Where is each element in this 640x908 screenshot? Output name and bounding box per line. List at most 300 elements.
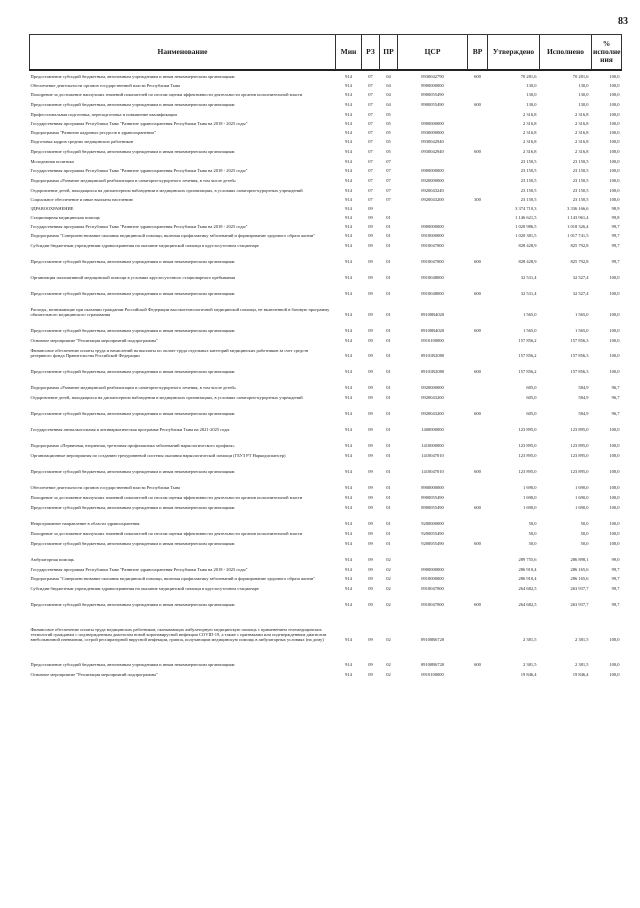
cell-min: 914 xyxy=(345,453,352,458)
cell-name: Основное мероприятие "Реализация мероприятий подпрограммы" xyxy=(30,338,158,343)
cell-approved: 70 281,6 xyxy=(520,74,537,79)
cell-vr xyxy=(468,667,488,677)
cell-min: 914 xyxy=(345,233,352,238)
header-csr: ЦСР xyxy=(398,35,468,71)
cell-pr: 04 xyxy=(386,83,391,88)
cell-vr: 600 xyxy=(474,505,481,510)
cell-min: 914 xyxy=(345,531,352,536)
cell-vr xyxy=(468,581,488,591)
cell-min: 914 xyxy=(345,92,352,97)
header-pr: ПР xyxy=(380,35,398,71)
cell-csr: 9200055490 xyxy=(421,531,444,536)
table-row xyxy=(30,343,622,358)
cell-csr: 0910000000 xyxy=(421,233,444,238)
cell-executed: 263 937,7 xyxy=(570,586,589,591)
cell-vr xyxy=(468,211,488,220)
cell-percent: 96,7 xyxy=(611,411,620,416)
cell-percent: 100,0 xyxy=(609,312,620,317)
cell-name: Молодежная политика xyxy=(30,159,74,164)
cell-pr: 01 xyxy=(386,427,391,432)
cell-percent: 100,0 xyxy=(609,505,620,510)
cell-csr: 0910000000 xyxy=(421,576,444,581)
cell-percent: 100,0 xyxy=(609,74,620,79)
cell-rz: 09 xyxy=(368,662,373,667)
cell-pr: 01 xyxy=(386,411,391,416)
cell-vr: 600 xyxy=(474,328,481,333)
cell-rz: 07 xyxy=(368,188,373,193)
cell-percent: 100,0 xyxy=(609,275,620,280)
cell-min: 914 xyxy=(345,215,352,220)
cell-executed: 130,0 xyxy=(578,92,589,97)
table-row xyxy=(30,280,622,296)
cell-csr: 1410000000 xyxy=(421,443,444,448)
cell-pr: 01 xyxy=(386,495,391,500)
table-row xyxy=(30,211,622,220)
table-header xyxy=(30,35,622,71)
cell-csr xyxy=(398,546,468,562)
cell-csr xyxy=(398,202,468,211)
cell-approved: 123 895,0 xyxy=(518,427,537,432)
cell-approved: 286 910,4 xyxy=(518,576,537,581)
cell-csr xyxy=(398,211,468,220)
cell-percent: 100,0 xyxy=(609,112,620,117)
cell-approved: 828 428,9 xyxy=(518,243,537,248)
cell-executed: 23 150,5 xyxy=(572,197,589,202)
cell-min: 914 xyxy=(345,312,352,317)
cell-name: Подпрограмма «Развитие медицинской реабилитации и санаторно-курортного лечения, в том числе детей» xyxy=(30,385,236,390)
cell-executed: 123 895,0 xyxy=(570,469,589,474)
table-row xyxy=(30,536,622,546)
cell-approved: 289 755,6 xyxy=(518,557,537,562)
cell-approved: 19 846,4 xyxy=(520,672,537,677)
cell-approved: 3 374 710,3 xyxy=(515,206,537,211)
cell-approved: 1 565,0 xyxy=(523,312,537,317)
cell-rz: 09 xyxy=(368,557,373,562)
cell-percent: 100,0 xyxy=(609,427,620,432)
cell-csr: 0910100000 xyxy=(421,672,444,677)
cell-rz: 09 xyxy=(368,369,373,374)
cell-executed: 286 165,6 xyxy=(570,567,589,572)
table-row xyxy=(30,416,622,432)
cell-rz: 09 xyxy=(368,206,373,211)
cell-min: 914 xyxy=(345,557,352,562)
cell-csr: 0930042940 xyxy=(421,139,444,144)
cell-percent: 99,7 xyxy=(611,602,620,607)
cell-csr: 0920043200 xyxy=(421,197,444,202)
cell-csr: 0930042940 xyxy=(421,149,444,154)
cell-executed: 825 792,8 xyxy=(570,243,589,248)
cell-name: Предоставление субсидий бюджетным, автономным учреждениям и иным некоммерческим организациям xyxy=(30,541,235,546)
table-row xyxy=(30,458,622,474)
cell-name: Финансовое обеспечение оплаты труда медицинских работников, оказывающих амбулаторную медицинскую помощь с применением телемедицинских технологий гражданам с подтвержденным диагнозом новой коронавирусной инфекции COVID-19, а также с признаками или подтвержденным диагнозом внебольничной пневмонии, острой респираторной вирусной инфекции, гриппа, получающим медицинскую помощь в амбулаторных условиях (на дому) xyxy=(30,627,327,642)
cell-vr: 600 xyxy=(474,74,481,79)
cell-csr: 0930042790 xyxy=(421,74,444,79)
cell-vr xyxy=(468,220,488,229)
cell-pr: 05 xyxy=(386,139,391,144)
cell-vr xyxy=(468,562,488,572)
cell-executed: 1 565,0 xyxy=(575,312,589,317)
cell-rz: 09 xyxy=(368,602,373,607)
cell-vr xyxy=(468,238,488,248)
cell-vr: 600 xyxy=(474,102,481,107)
cell-rz: 09 xyxy=(368,637,373,642)
cell-rz: 09 xyxy=(368,495,373,500)
cell-pr: 01 xyxy=(386,541,391,546)
cell-percent: 99,7 xyxy=(611,259,620,264)
cell-pr: 01 xyxy=(386,328,391,333)
cell-name: Субсидии бюджетным учреждениям здравоохранения на оказание медицинской помощи в круглосуточном стационаре xyxy=(30,586,259,591)
cell-name: Поощрение за достижение наилучших значений показателей по итогам оценки эффективности деятельности органов исполнительной власти xyxy=(30,495,303,500)
cell-rz: 07 xyxy=(368,121,373,126)
cell-approved: 1 565,0 xyxy=(523,328,537,333)
cell-approved: 23 150,5 xyxy=(520,188,537,193)
cell-rz: 09 xyxy=(368,443,373,448)
cell-rz: 09 xyxy=(368,233,373,238)
cell-name: Социальное обеспечение и иные выплаты населению xyxy=(30,197,133,202)
cell-pr: 01 xyxy=(386,395,391,400)
cell-name: Обеспечение деятельности органов государственной власти Республики Тыва xyxy=(30,485,181,490)
cell-rz: 07 xyxy=(368,139,373,144)
cell-vr xyxy=(468,448,488,458)
cell-csr: 0900000000 xyxy=(421,224,444,229)
cell-pr: 04 xyxy=(386,74,391,79)
cell-name: Предоставление субсидий бюджетным, автономным учреждениям и иным некоммерческим организациям xyxy=(30,662,235,667)
cell-min: 914 xyxy=(345,541,352,546)
cell-name: Подпрограмма «Развитие медицинской реабилитации и санаторно-курортного лечения, в том числе детей» xyxy=(30,178,236,183)
cell-pr: 02 xyxy=(386,672,391,677)
cell-min: 914 xyxy=(345,275,352,280)
cell-approved: 1 020 381,5 xyxy=(515,233,537,238)
cell-executed: 32 527,4 xyxy=(572,291,589,296)
cell-executed: 19 846,4 xyxy=(572,672,589,677)
cell-pr: 02 xyxy=(386,557,391,562)
cell-executed: 263 937,7 xyxy=(570,602,589,607)
cell-csr: 0910047000 xyxy=(421,243,444,248)
cell-vr xyxy=(468,126,488,135)
cell-vr: 600 xyxy=(474,291,481,296)
cell-rz: 09 xyxy=(368,505,373,510)
cell-executed: 23 150,5 xyxy=(572,188,589,193)
table-row xyxy=(30,154,622,164)
cell-min: 914 xyxy=(345,149,352,154)
cell-csr: 09100R6720 xyxy=(420,637,445,642)
cell-executed: 2 316,8 xyxy=(575,139,589,144)
cell-percent: 100,0 xyxy=(609,521,620,526)
table-row xyxy=(30,238,622,248)
cell-approved: 1 690,0 xyxy=(523,495,537,500)
cell-name: Государственная антиалкогольная и антинаркотическая программа Республики Тыва на 2021-2025 годы xyxy=(30,427,230,432)
cell-rz: 09 xyxy=(368,312,373,317)
cell-percent: 99,0 xyxy=(611,557,620,562)
cell-executed: 50,0 xyxy=(580,521,589,526)
cell-percent: 100,0 xyxy=(609,495,620,500)
cell-percent: 100,0 xyxy=(609,130,620,135)
header-percent: % исполне ния xyxy=(592,35,622,71)
cell-pr: 01 xyxy=(386,521,391,526)
cell-pr: 02 xyxy=(386,586,391,591)
cell-executed: 2 316,8 xyxy=(575,149,589,154)
cell-pr: 02 xyxy=(386,637,391,642)
cell-csr: 8900055490 xyxy=(421,505,444,510)
table-row xyxy=(30,193,622,202)
cell-min: 914 xyxy=(345,353,352,358)
cell-min: 914 xyxy=(345,521,352,526)
cell-vr: 300 xyxy=(474,197,481,202)
cell-executed: 1 690,0 xyxy=(575,495,589,500)
cell-csr: 1410047010 xyxy=(421,469,444,474)
cell-approved: 157 856,2 xyxy=(518,369,537,374)
cell-pr: 01 xyxy=(386,385,391,390)
cell-pr: 01 xyxy=(386,243,391,248)
cell-name: Подпрограмма "Совершенствование оказания медицинской помощи, включая профилактику заболеваний и формирование здорового образа жизни" xyxy=(30,576,316,581)
cell-pr: 01 xyxy=(386,224,391,229)
cell-rz: 09 xyxy=(368,453,373,458)
cell-approved: 2 381,5 xyxy=(523,637,537,642)
cell-min: 914 xyxy=(345,637,352,642)
cell-executed: 123 895,0 xyxy=(570,427,589,432)
cell-min: 914 xyxy=(345,505,352,510)
cell-min: 914 xyxy=(345,102,352,107)
cell-percent: 100,0 xyxy=(609,121,620,126)
cell-csr: 0920000000 xyxy=(421,385,444,390)
cell-rz: 09 xyxy=(368,485,373,490)
table-row xyxy=(30,581,622,591)
cell-approved: 2 316,8 xyxy=(523,112,537,117)
cell-executed: 1 690,0 xyxy=(575,485,589,490)
cell-pr: 05 xyxy=(386,121,391,126)
cell-rz: 07 xyxy=(368,102,373,107)
cell-vr xyxy=(468,154,488,164)
cell-executed: 123 895,0 xyxy=(570,443,589,448)
cell-vr xyxy=(468,183,488,193)
cell-min: 914 xyxy=(345,112,352,117)
cell-percent: 100,0 xyxy=(609,443,620,448)
cell-pr: 01 xyxy=(386,291,391,296)
cell-name: Предоставление субсидий бюджетным, автономным учреждениям и иным некоммерческим организациям xyxy=(30,469,235,474)
cell-pr: 07 xyxy=(386,188,391,193)
cell-pr: 04 xyxy=(386,102,391,107)
cell-name: Организационные мероприятия по созданию трехуровневой системы оказания наркологической помощи (ГБУЗ РТ Наркодиспансер) xyxy=(30,453,286,458)
cell-pr: 01 xyxy=(386,531,391,536)
cell-pr: 01 xyxy=(386,485,391,490)
cell-csr: 9200000000 xyxy=(421,521,444,526)
cell-csr: 0920043240 xyxy=(421,188,444,193)
cell-rz: 07 xyxy=(368,159,373,164)
header-min: Мин xyxy=(336,35,362,71)
cell-vr: 600 xyxy=(474,411,481,416)
cell-percent: 99,7 xyxy=(611,243,620,248)
cell-csr: 0910047000 xyxy=(421,259,444,264)
cell-min: 914 xyxy=(345,443,352,448)
cell-min: 914 xyxy=(345,469,352,474)
table-row xyxy=(30,490,622,500)
cell-csr: 8900000000 xyxy=(421,485,444,490)
cell-min: 914 xyxy=(345,672,352,677)
table-row xyxy=(30,358,622,374)
cell-executed: 286 165,6 xyxy=(570,576,589,581)
cell-vr xyxy=(468,343,488,358)
cell-rz: 07 xyxy=(368,83,373,88)
cell-name: Оздоровление детей, находящихся на диспансерном наблюдении в медицинских организациях, в условиях санаторно-курортных учреждений xyxy=(30,395,303,400)
cell-approved: 1 690,0 xyxy=(523,505,537,510)
cell-vr xyxy=(468,229,488,238)
cell-name: Оздоровление детей, находящихся на диспансерном наблюдении в медицинских организациях, в условиях санаторно-курортных учреждений xyxy=(30,188,303,193)
cell-vr xyxy=(468,296,488,317)
cell-approved: 2 316,8 xyxy=(523,121,537,126)
cell-percent: 100,0 xyxy=(609,83,620,88)
cell-approved: 264 682,5 xyxy=(518,586,537,591)
cell-executed: 130,0 xyxy=(578,102,589,107)
cell-percent: 99,7 xyxy=(611,224,620,229)
cell-approved: 264 682,5 xyxy=(518,602,537,607)
cell-rz: 07 xyxy=(368,92,373,97)
cell-min: 914 xyxy=(345,139,352,144)
cell-min: 914 xyxy=(345,291,352,296)
cell-vr xyxy=(468,416,488,432)
cell-executed: 1 017 741,5 xyxy=(567,233,589,238)
cell-executed: 157 856,3 xyxy=(570,369,589,374)
cell-csr: 0900000000 xyxy=(421,168,444,173)
cell-name: Подпрограмма «Первичная, вторичная, третичная профилактика заболеваний наркологического профиля» xyxy=(30,443,235,448)
cell-executed: 2 381,5 xyxy=(575,637,589,642)
cell-vr xyxy=(468,526,488,536)
table-row xyxy=(30,546,622,562)
cell-pr: 01 xyxy=(386,469,391,474)
cell-percent: 100,0 xyxy=(609,485,620,490)
cell-vr: 600 xyxy=(474,369,481,374)
cell-pr: 01 xyxy=(386,369,391,374)
table-row xyxy=(30,70,622,79)
cell-approved: 130,0 xyxy=(526,83,537,88)
cell-approved: 1 690,0 xyxy=(523,485,537,490)
cell-rz: 07 xyxy=(368,149,373,154)
table-row xyxy=(30,526,622,536)
cell-vr xyxy=(468,374,488,390)
table-row xyxy=(30,333,622,343)
cell-name: Предоставление субсидий бюджетным, автономным учреждениям и иным некоммерческим организациям xyxy=(30,74,235,79)
table-row xyxy=(30,229,622,238)
cell-percent: 100,0 xyxy=(609,662,620,667)
cell-name: Предоставление субсидий бюджетным, автономным учреждениям и иным некоммерческим организациям xyxy=(30,369,235,374)
table-row xyxy=(30,510,622,526)
cell-vr xyxy=(468,264,488,280)
cell-csr: 0920043200 xyxy=(421,411,444,416)
cell-percent: 96,7 xyxy=(611,395,620,400)
cell-approved: 23 150,5 xyxy=(520,168,537,173)
cell-approved: 605,0 xyxy=(526,385,537,390)
cell-executed: 123 895,0 xyxy=(570,453,589,458)
cell-pr: 02 xyxy=(386,602,391,607)
cell-csr: 8900000000 xyxy=(421,83,444,88)
table-row xyxy=(30,296,622,317)
cell-vr xyxy=(468,333,488,343)
table-row xyxy=(30,220,622,229)
cell-csr: 0910047000 xyxy=(421,586,444,591)
cell-rz: 09 xyxy=(368,328,373,333)
cell-name: Предоставление субсидий бюджетным, автономным учреждениям и иным некоммерческим организациям xyxy=(30,291,235,296)
cell-name: Непрограммное направление в области здравоохранения xyxy=(30,521,140,526)
cell-executed: 50,0 xyxy=(580,541,589,546)
cell-rz: 09 xyxy=(368,259,373,264)
cell-pr: 07 xyxy=(386,168,391,173)
cell-percent: 100,0 xyxy=(609,531,620,536)
cell-name: Амбулаторная помощь xyxy=(30,557,75,562)
cell-name: Поощрение за достижение наилучших значений показателей по итогам оценки эффективности деятельности органов исполнительной власти xyxy=(30,531,303,536)
cell-percent: 99,7 xyxy=(611,233,620,238)
cell-min: 914 xyxy=(345,567,352,572)
cell-csr: 0920000000 xyxy=(421,178,444,183)
cell-rz: 09 xyxy=(368,531,373,536)
table-row xyxy=(30,117,622,126)
cell-pr: 01 xyxy=(386,259,391,264)
cell-min: 914 xyxy=(345,188,352,193)
cell-name: Поощрение за достижение наилучших значений показателей по итогам оценки эффективности деятельности органов исполнительной власти xyxy=(30,92,303,97)
cell-name: ЗДРАВООХРАНЕНИЕ xyxy=(30,206,74,211)
cell-executed: 2 316,8 xyxy=(575,130,589,135)
cell-rz: 07 xyxy=(368,112,373,117)
cell-percent: 98,9 xyxy=(611,206,620,211)
cell-min: 914 xyxy=(345,328,352,333)
cell-vr: 600 xyxy=(474,662,481,667)
cell-min: 914 xyxy=(345,586,352,591)
cell-pr: 05 xyxy=(386,149,391,154)
cell-csr xyxy=(398,107,468,117)
cell-percent: 100,0 xyxy=(609,453,620,458)
cell-approved: 32 531,4 xyxy=(520,291,537,296)
header-approved: Утверждено xyxy=(488,35,540,71)
cell-rz: 09 xyxy=(368,672,373,677)
cell-executed: 825 792,8 xyxy=(570,259,589,264)
cell-name: Субсидии бюджетным учреждениям здравоохранения на оказание медицинской помощи в круглосуточном стационаре xyxy=(30,243,259,248)
cell-pr: 07 xyxy=(386,178,391,183)
cell-name: Государственная программа Республики Тыва "Развитие здравоохранения Республики Тыва на 2018 - 2025 годы" xyxy=(30,168,248,173)
cell-approved: 23 150,5 xyxy=(520,178,537,183)
cell-approved: 50,0 xyxy=(528,531,537,536)
cell-approved: 2 316,8 xyxy=(523,130,537,135)
table-row xyxy=(30,183,622,193)
cell-approved: 123 895,0 xyxy=(518,443,537,448)
table-row xyxy=(30,642,622,667)
cell-min: 914 xyxy=(345,121,352,126)
cell-min: 914 xyxy=(345,411,352,416)
table-row xyxy=(30,374,622,390)
table-row xyxy=(30,390,622,400)
cell-rz: 07 xyxy=(368,178,373,183)
cell-name: Государственная программа Республики Тыва "Развитие здравоохранения Республики Тыва на 2018 - 2025 годы" xyxy=(30,121,248,126)
table-row xyxy=(30,667,622,677)
cell-rz: 09 xyxy=(368,224,373,229)
cell-min: 914 xyxy=(345,130,352,135)
cell-pr: 02 xyxy=(386,662,391,667)
cell-vr xyxy=(468,474,488,490)
cell-name: Государственная программа Республики Тыва "Развитие здравоохранения Республики Тыва на 2018 - 2025 годы" xyxy=(30,224,248,229)
cell-approved: 1 020 986,5 xyxy=(515,224,537,229)
cell-vr: 600 xyxy=(474,469,481,474)
cell-executed: 584,9 xyxy=(578,411,589,416)
cell-executed: 1 565,0 xyxy=(575,328,589,333)
cell-executed: 1 018 326,4 xyxy=(567,224,589,229)
cell-vr xyxy=(468,164,488,173)
table-row xyxy=(30,164,622,173)
cell-percent: 100,0 xyxy=(609,168,620,173)
cell-approved: 123 895,0 xyxy=(518,469,537,474)
cell-min: 914 xyxy=(345,338,352,343)
cell-vr xyxy=(468,607,488,642)
table-row xyxy=(30,474,622,490)
cell-csr: 8900055490 xyxy=(421,102,444,107)
cell-name: Подпрограмма "Совершенствование оказания медицинской помощи, включая профилактику заболеваний и формирование здорового образа жизни" xyxy=(30,233,316,238)
cell-name: Профессиональная подготовка, переподготовка и повышение квалификации xyxy=(30,112,177,117)
